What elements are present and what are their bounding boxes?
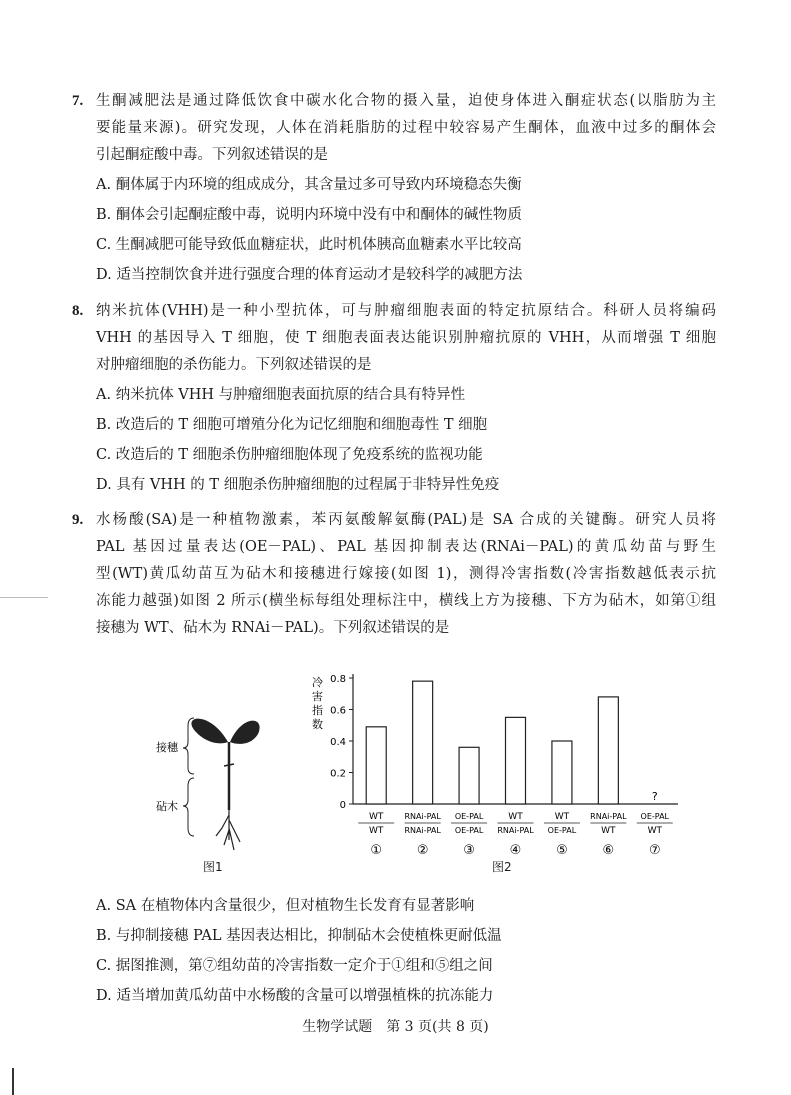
option-c[interactable]: C. 改造后的 T 细胞杀伤肿瘤细胞体现了免疫系统的监视功能 xyxy=(96,447,483,463)
group-scion-label: WT xyxy=(369,812,384,822)
option-b[interactable]: B. 改造后的 T 细胞可增殖分化为记忆细胞和细胞毒性 T 细胞 xyxy=(96,417,488,433)
group-rootstock-label: WT xyxy=(601,826,616,836)
question-stem-line: 生酮减肥法是通过降低饮食中碳水化合物的摄入量，迫使身体进入酮症状态(以脂肪为主 xyxy=(96,93,716,109)
rootstock-brace xyxy=(183,778,194,836)
question-number: 9. xyxy=(72,512,84,528)
figure-2-caption: 图2 xyxy=(492,860,512,874)
group-number: ⑦ xyxy=(648,843,661,858)
group-rootstock-label: WT xyxy=(647,826,662,836)
option-d[interactable]: D. 适当增加黄瓜幼苗中水杨酸的含量可以增强植株的抗冻能力 xyxy=(96,988,494,1004)
option-c[interactable]: C. 生酮减肥可能导致低血糖症状，此时机体胰高血糖素水平比较高 xyxy=(96,237,522,253)
leaf-left-icon xyxy=(191,719,228,744)
group-scion-label: RNAi-PAL xyxy=(590,812,627,821)
scion-label: 接穗 xyxy=(156,741,178,754)
question-stem-line: 对肿瘤细胞的杀伤能力。下列叙述错误的是 xyxy=(96,357,372,373)
bar xyxy=(506,717,526,804)
y-axis-label-3: 指 xyxy=(312,704,323,717)
y-tick-label: 0.2 xyxy=(330,768,346,780)
group-rootstock-label: RNAi-PAL xyxy=(404,826,441,835)
page-footer: 生物学试题 第 3 页(共 8 页) xyxy=(302,1019,489,1035)
bar xyxy=(552,741,572,804)
group-number: ⑤ xyxy=(556,843,568,858)
bar xyxy=(459,747,479,804)
group-number: ⑥ xyxy=(602,843,615,858)
bar xyxy=(366,727,386,804)
bar xyxy=(598,697,618,804)
question-stem-line: VHH 的基因导入 T 细胞，使 T 细胞表面表达能识别肿瘤抗原的 VHH，从而增强 T 细胞 xyxy=(96,330,716,346)
scan-margin-line xyxy=(0,597,48,598)
group-number: ④ xyxy=(509,843,522,858)
option-c[interactable]: C. 据图推测，第⑦组幼苗的冷害指数一定介于①组和⑤组之间 xyxy=(96,958,493,974)
question-number: 8. xyxy=(72,303,84,319)
option-d[interactable]: D. 具有 VHH 的 T 细胞杀伤肿瘤细胞的过程属于非特异性免疫 xyxy=(96,477,500,493)
group-scion-label: OE-PAL xyxy=(640,812,670,821)
y-tick-label: 0 xyxy=(339,800,346,811)
y-axis-label-4: 数 xyxy=(312,718,323,731)
question-stem-line: 接穗为 WT、砧木为 RNAi－PAL)。下列叙述错误的是 xyxy=(96,620,450,636)
question-stem-line: 冻能力越强)如图 2 所示(横坐标每组处理标注中，横线上方为接穗、下方为砧木，如第①组 xyxy=(96,593,716,609)
y-tick-label: 0.6 xyxy=(330,705,346,717)
question-stem-line: 纳米抗体(VHH)是一种小型抗体，可与肿瘤细胞表面的特定抗原结合。科研人员将编码 xyxy=(96,303,716,319)
margin-mark xyxy=(12,1068,14,1095)
question-stem-line: PAL 基因过量表达(OE－PAL)、PAL 基因抑制表达(RNAi－PAL)的黄瓜幼苗与野生 xyxy=(96,539,716,555)
group-rootstock-label: OE-PAL xyxy=(547,826,577,835)
question-stem-line: 引起酮症酸中毒。下列叙述错误的是 xyxy=(96,147,328,163)
option-a[interactable]: A. SA 在植物体内含量很少，但对植物生长发育有显著影响 xyxy=(96,898,475,914)
group-rootstock-label: RNAi-PAL xyxy=(497,826,534,835)
leaf-right-icon xyxy=(230,721,260,744)
question-9-options xyxy=(96,890,716,1010)
group-number: ② xyxy=(416,843,429,858)
group-number: ① xyxy=(370,843,383,858)
group-scion-label: OE-PAL xyxy=(454,812,484,821)
group-scion-label: RNAi-PAL xyxy=(404,812,441,821)
question-stem-line: 要能量来源)。研究发现，人体在消耗脂肪的过程中较容易产生酮体，血液中过多的酮体会 xyxy=(96,120,716,136)
question-8 xyxy=(72,298,716,499)
unknown-mark: ? xyxy=(651,790,658,803)
group-rootstock-label: WT xyxy=(369,826,384,836)
group-rootstock-label: OE-PAL xyxy=(454,826,484,835)
figure-2-bar-chart xyxy=(308,668,688,883)
group-number: ③ xyxy=(463,843,475,858)
option-a[interactable]: A. 酮体属于内环境的组成成分，其含量过多可导致内环境稳态失衡 xyxy=(96,177,522,193)
rootstock-label: 砧木 xyxy=(156,800,178,813)
y-tick-label: 0.8 xyxy=(330,674,346,685)
figure-1-seedling xyxy=(150,700,270,880)
y-axis-label-2: 害 xyxy=(312,690,323,703)
option-a[interactable]: A. 纳米抗体 VHH 与肿瘤细胞表面抗原的结合具有特异性 xyxy=(96,387,466,403)
question-stem-line: 型(WT)黄瓜幼苗互为砧木和接穗进行嫁接(如图 1)，测得冷害指数(冷害指数越低表示抗 xyxy=(96,566,716,582)
option-b[interactable]: B. 酮体会引起酮症酸中毒，说明内环境中没有中和酮体的碱性物质 xyxy=(96,207,522,223)
question-stem-line: 水杨酸(SA)是一种植物激素，苯丙氨酸解氨酶(PAL)是 SA 合成的关键酶。研究人员将 xyxy=(96,512,716,528)
y-tick-label: 0.4 xyxy=(330,737,346,748)
question-number: 7. xyxy=(72,93,84,109)
group-scion-label: WT xyxy=(508,812,523,822)
option-b[interactable]: B. 与抑制接穗 PAL 基因表达相比，抑制砧木会使植株更耐低温 xyxy=(96,928,502,944)
question-9 xyxy=(72,507,716,642)
figure-1-caption: 图1 xyxy=(203,860,223,874)
y-axis-label-1: 冷 xyxy=(312,676,323,689)
bar xyxy=(413,681,433,804)
question-7 xyxy=(72,88,716,289)
group-scion-label: WT xyxy=(554,812,570,822)
option-d[interactable]: D. 适当控制饮食并进行强度合理的体育运动才是较科学的减肥方法 xyxy=(96,267,523,283)
